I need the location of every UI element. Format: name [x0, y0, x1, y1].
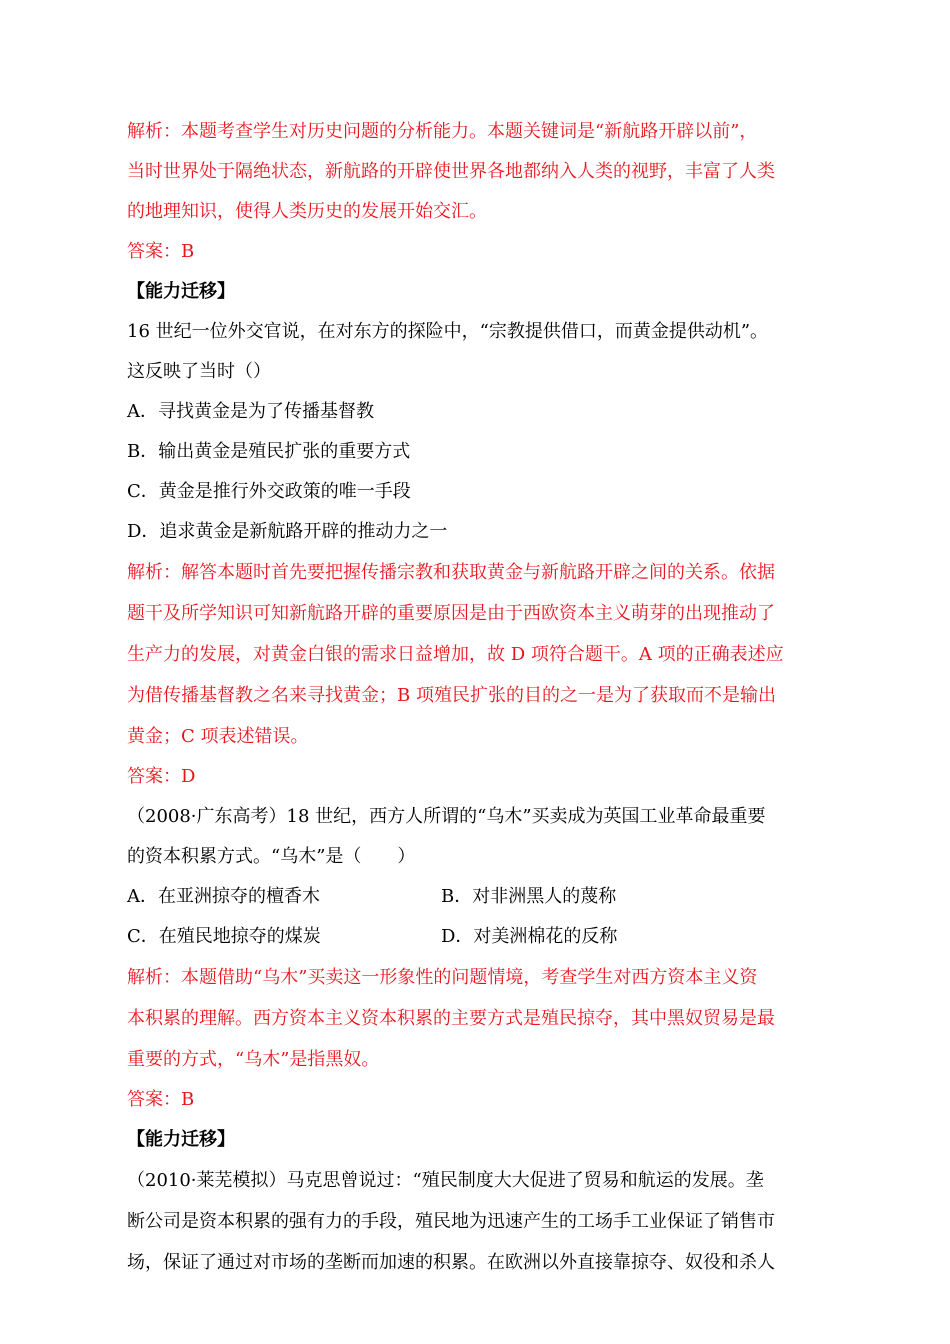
q1-answer: 答案：B [127, 241, 195, 262]
option-c: C．在殖民地掠夺的煤炭 [127, 926, 321, 947]
option-a: A．在亚洲掠夺的檀香木 [127, 886, 320, 907]
option-d: D．对美洲棉花的反称 [441, 926, 618, 947]
analysis-line: 解析：本题借助“乌木”买卖这一形象性的问题情境，考查学生对西方资本主义资 [127, 967, 758, 988]
q3-options [127, 877, 827, 957]
q2-answer: 答案：D [127, 766, 196, 787]
option-c: C．黄金是推行外交政策的唯一手段 [127, 481, 411, 502]
q2-options [127, 392, 827, 552]
option-d: D．追求黄金是新航路开辟的推动力之一 [127, 521, 448, 542]
analysis-line: 本积累的理解。西方资本主义资本积累的主要方式是殖民掠夺，其中黑奴贸易是最 [127, 1008, 775, 1029]
q4-stem [127, 1160, 827, 1283]
analysis-line: 重要的方式，“乌木”是指黑奴。 [127, 1049, 380, 1070]
analysis-line: 黄金；C 项表述错误。 [127, 726, 309, 747]
stem-line: 断公司是资本积累的强有力的手段，殖民地为迅速产生的工场手工业保证了销售市 [127, 1211, 775, 1232]
analysis-line: 题干及所学知识可知新航路开辟的重要原因是由于西欧资本主义萌芽的出现推动了 [127, 603, 775, 624]
analysis-line: 为借传播基督教之名来寻找黄金；B 项殖民扩张的目的之一是为了获取而不是输出 [127, 685, 776, 706]
stem-line: 场，保证了通过对市场的垄断而加速的积累。在欧洲以外直接靠掠夺、奴役和杀人 [127, 1252, 775, 1273]
q1-analysis [127, 112, 827, 232]
q3-analysis [127, 957, 827, 1080]
option-row [127, 877, 827, 917]
option-b: B．输出黄金是殖民扩张的重要方式 [127, 441, 411, 462]
stem-line: 16 世纪一位外交官说，在对东方的探险中，“宗教提供借口，而黄金提供动机”。 [127, 321, 769, 342]
option-row [127, 917, 827, 957]
section-heading: 【能力迁移】 [127, 281, 235, 302]
stem-line: （2008·广东高考）18 世纪，西方人所谓的“乌木”买卖成为英国工业革命最重要 [127, 806, 766, 827]
option-b: B．对非洲黑人的蔑称 [441, 886, 617, 907]
analysis-line: 生产力的发展，对黄金白银的需求日益增加，故 D 项符合题干。A 项的正确表述应 [127, 644, 784, 665]
stem-line: 这反映了当时（） [127, 361, 271, 382]
analysis-line: 解析：解答本题时首先要把握传播宗教和获取黄金与新航路开辟之间的关系。依据 [127, 562, 775, 583]
stem-line: 的资本积累方式。“乌木”是（ ） [127, 846, 416, 867]
analysis-line: 的地理知识，使得人类历史的发展开始交汇。 [127, 201, 487, 222]
stem-line: （2010·莱芜模拟）马克思曾说过：“殖民制度大大促进了贸易和航运的发展。垄 [127, 1170, 764, 1191]
option-a: A．寻找黄金是为了传播基督教 [127, 401, 374, 422]
document-page [127, 112, 827, 1283]
section-heading: 【能力迁移】 [127, 1129, 235, 1150]
analysis-line: 当时世界处于隔绝状态，新航路的开辟使世界各地都纳入人类的视野，丰富了人类 [127, 161, 775, 182]
q2-stem [127, 312, 827, 392]
q2-analysis [127, 552, 827, 757]
analysis-line: 解析：本题考查学生对历史问题的分析能力。本题关键词是“新航路开辟以前”， [127, 121, 758, 142]
q3-stem [127, 797, 827, 877]
q3-answer: 答案：B [127, 1089, 195, 1110]
